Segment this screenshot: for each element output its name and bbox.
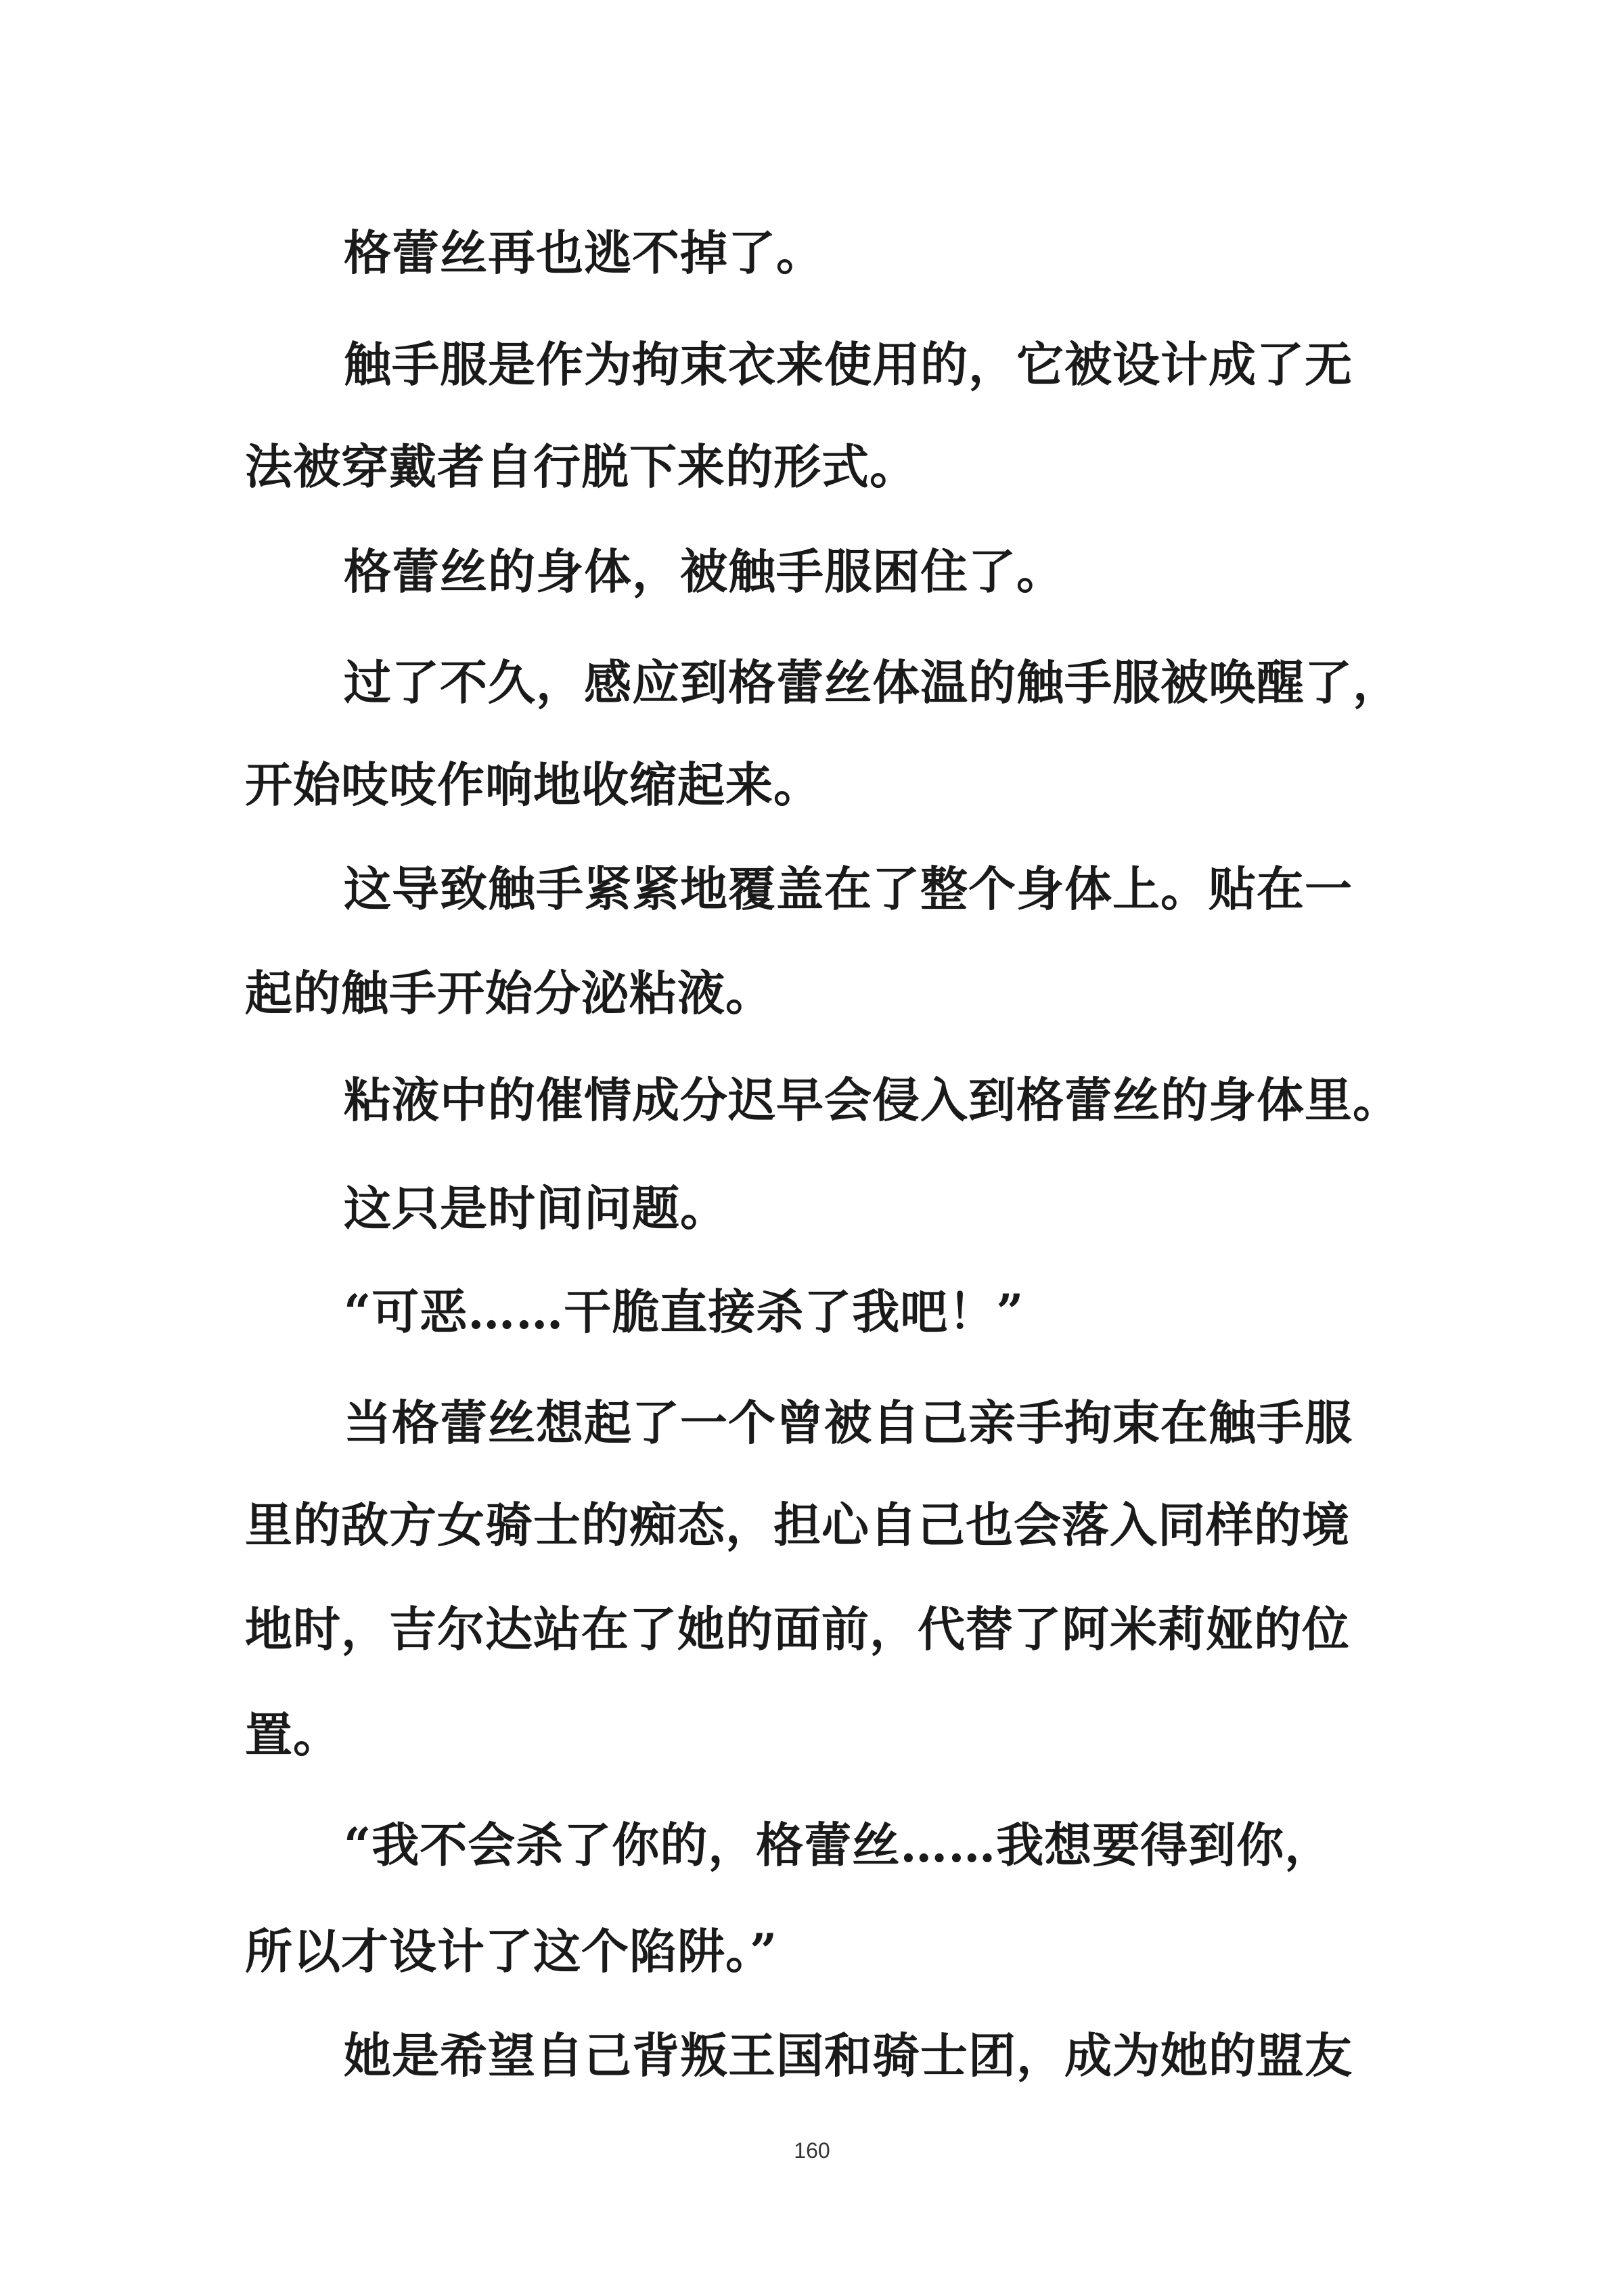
paragraph-4-line-1: 过了不久，感应到格蕾丝体温的触手服被唤醒了， — [344, 654, 1401, 711]
paragraph-8-line-1: “可恶……干脆直接杀了我吧！” — [344, 1284, 1024, 1340]
paragraph-1-line-1: 格蕾丝再也逃不掉了。 — [344, 225, 824, 281]
paragraph-9-line-1: 当格蕾丝想起了一个曾被自己亲手拘束在触手服 — [344, 1395, 1353, 1451]
paragraph-9-line-4: 置。 — [245, 1707, 341, 1763]
paragraph-10-line-2: 所以才设计了这个陷阱。” — [245, 1923, 778, 1979]
paragraph-7-line-1: 这只是时间问题。 — [344, 1180, 728, 1236]
paragraph-5-line-2: 起的触手开始分泌粘液。 — [245, 965, 773, 1021]
paragraph-6-line-1: 粘液中的催情成分迟早会侵入到格蕾丝的身体里。 — [344, 1072, 1401, 1128]
paragraph-10-line-1: “我不会杀了你的，格蕾丝……我想要得到你， — [344, 1817, 1333, 1873]
paragraph-2-line-1: 触手服是作为拘束衣来使用的，它被设计成了无 — [344, 336, 1353, 392]
paragraph-3-line-1: 格蕾丝的身体，被触手服困住了。 — [344, 543, 1064, 600]
paragraph-4-line-2: 开始吱吱作响地收缩起来。 — [245, 757, 821, 813]
paragraph-11-line-1: 她是希望自己背叛王国和骑士团，成为她的盟友 — [344, 2027, 1353, 2084]
paragraph-2-line-2: 法被穿戴者自行脱下来的形式。 — [245, 438, 918, 495]
paragraph-9-line-3: 地时，吉尔达站在了她的面前，代替了阿米莉娅的位 — [245, 1601, 1350, 1657]
page-number: 160 — [794, 2138, 830, 2163]
paragraph-9-line-2: 里的敌方女骑士的痴态，担心自己也会落入同样的境 — [245, 1497, 1350, 1553]
paragraph-5-line-1: 这导致触手紧紧地覆盖在了整个身体上。贴在一 — [344, 861, 1353, 917]
